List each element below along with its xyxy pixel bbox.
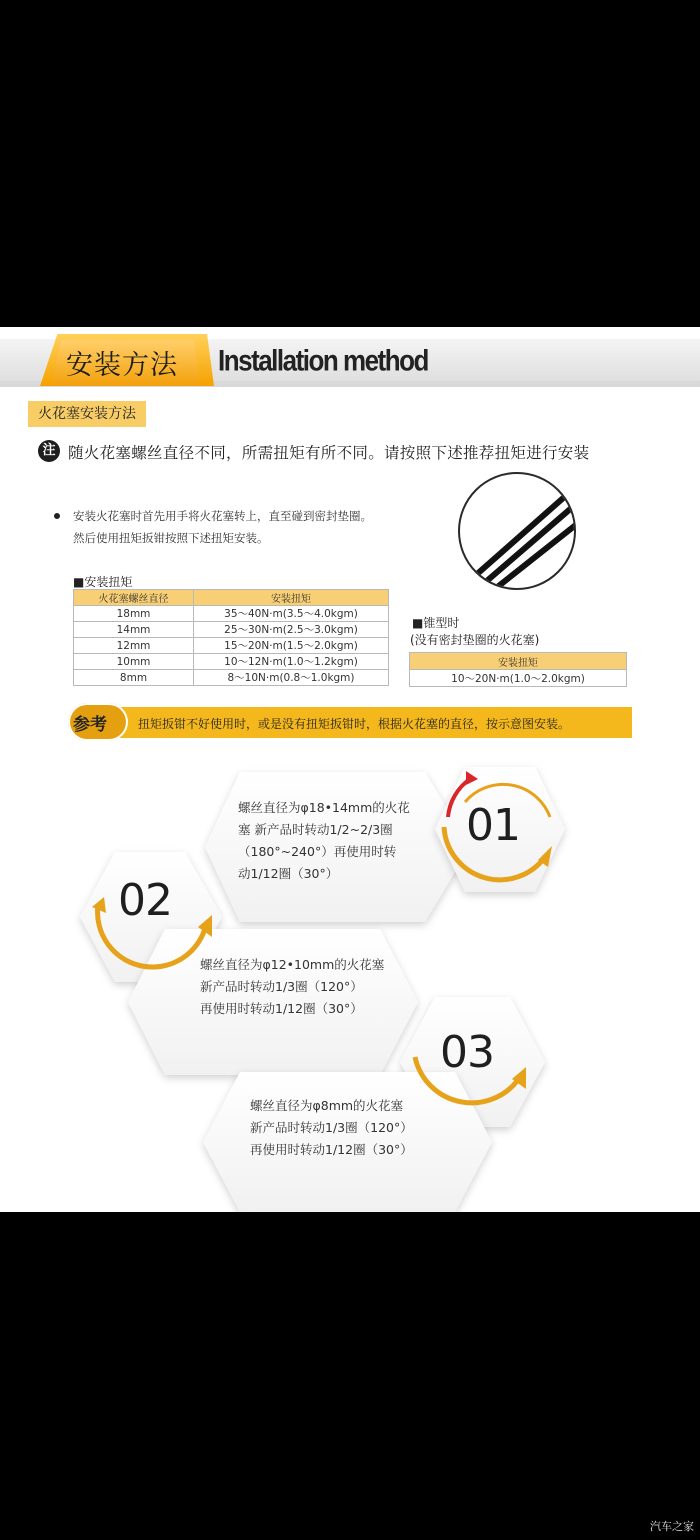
header-title-cn: 安装方法 bbox=[66, 350, 178, 381]
table-cell: 8～10N·m(0.8～1.0kgm) bbox=[194, 670, 389, 686]
step-line: 新产品时转动1/3圈（120°） bbox=[200, 979, 363, 994]
step-line: 动1/12圈（30°） bbox=[238, 866, 339, 881]
step-description bbox=[250, 1095, 413, 1161]
note-text: 随火花塞螺丝直径不同，所需扭矩有所不同。请按照下述推荐扭矩进行安装 bbox=[68, 444, 590, 462]
step-number: 01 bbox=[466, 800, 520, 851]
table-cell: 25～30N·m(2.5～3.0kgm) bbox=[194, 622, 389, 638]
step-line: 新产品时转动1/3圈（120°） bbox=[250, 1120, 413, 1135]
bullet-line-2: 然后使用扭矩扳钳按照下述扭矩安装。 bbox=[73, 531, 269, 545]
torque-table-title: ■安装扭矩 bbox=[73, 575, 133, 589]
table-cell: 18mm bbox=[74, 606, 194, 622]
table-row bbox=[74, 670, 389, 686]
step-line: 再使用时转动1/12圈（30°） bbox=[250, 1142, 413, 1157]
reference-badge-label: 参考 bbox=[73, 715, 107, 735]
header-title-en: Installation method bbox=[218, 342, 428, 378]
table-row bbox=[410, 670, 627, 687]
step-description bbox=[200, 954, 384, 1020]
step-number: 02 bbox=[118, 875, 172, 926]
step-line: 再使用时转动1/12圈（30°） bbox=[200, 1001, 363, 1016]
table-row bbox=[74, 654, 389, 670]
table-cell: 15～20N·m(1.5～2.0kgm) bbox=[194, 638, 389, 654]
table-row bbox=[74, 638, 389, 654]
table-header-row bbox=[74, 590, 389, 606]
cone-torque-table bbox=[409, 652, 627, 687]
step-line: 螺丝直径为φ8mm的火花塞 bbox=[250, 1098, 404, 1113]
table-row bbox=[74, 622, 389, 638]
table-cell: 12mm bbox=[74, 638, 194, 654]
table-cell: 10mm bbox=[74, 654, 194, 670]
step-line: 螺丝直径为φ18•14mm的火花 bbox=[238, 800, 410, 815]
rods-illustration bbox=[460, 474, 576, 590]
step-number: 03 bbox=[440, 1027, 494, 1078]
step-description bbox=[238, 797, 410, 885]
step-line: （180°~240°）再使用时转 bbox=[238, 844, 397, 859]
table-row bbox=[74, 606, 389, 622]
cone-table-title: ■锥型时 bbox=[412, 616, 460, 630]
bullet-line-1: 安装火花塞时首先用手将火花塞转上，直至碰到密封垫圈。 bbox=[73, 509, 372, 523]
table-cell: 35～40N·m(3.5～4.0kgm) bbox=[194, 606, 389, 622]
rods-image bbox=[458, 472, 576, 590]
bullet-icon bbox=[54, 513, 60, 519]
table-cell: 10～12N·m(1.0～1.2kgm) bbox=[194, 654, 389, 670]
column-header: 火花塞螺丝直径 bbox=[74, 590, 194, 606]
content-panel bbox=[0, 327, 700, 1212]
table-header-row bbox=[410, 653, 627, 670]
watermark-text: 汽车之家 bbox=[650, 1520, 694, 1533]
table-cell: 10～20N·m(1.0～2.0kgm) bbox=[410, 670, 627, 687]
cone-table-subtitle: (没有密封垫圈的火花塞) bbox=[410, 633, 540, 647]
section-label: 火花塞安装方法 bbox=[28, 401, 146, 427]
table-cell: 14mm bbox=[74, 622, 194, 638]
table-cell: 8mm bbox=[74, 670, 194, 686]
torque-table bbox=[73, 589, 389, 686]
column-header: 安装扭矩 bbox=[194, 590, 389, 606]
step-line: 塞 新产品时转动1/2~2/3圈 bbox=[238, 822, 393, 837]
note-icon: 注 bbox=[38, 440, 60, 462]
column-header: 安装扭矩 bbox=[410, 653, 627, 670]
step-line: 螺丝直径为φ12•10mm的火花塞 bbox=[200, 957, 385, 972]
reference-text: 扭矩扳钳不好使用时，或是没有扭矩扳钳时，根据火花塞的直径，按示意图安装。 bbox=[138, 717, 571, 731]
